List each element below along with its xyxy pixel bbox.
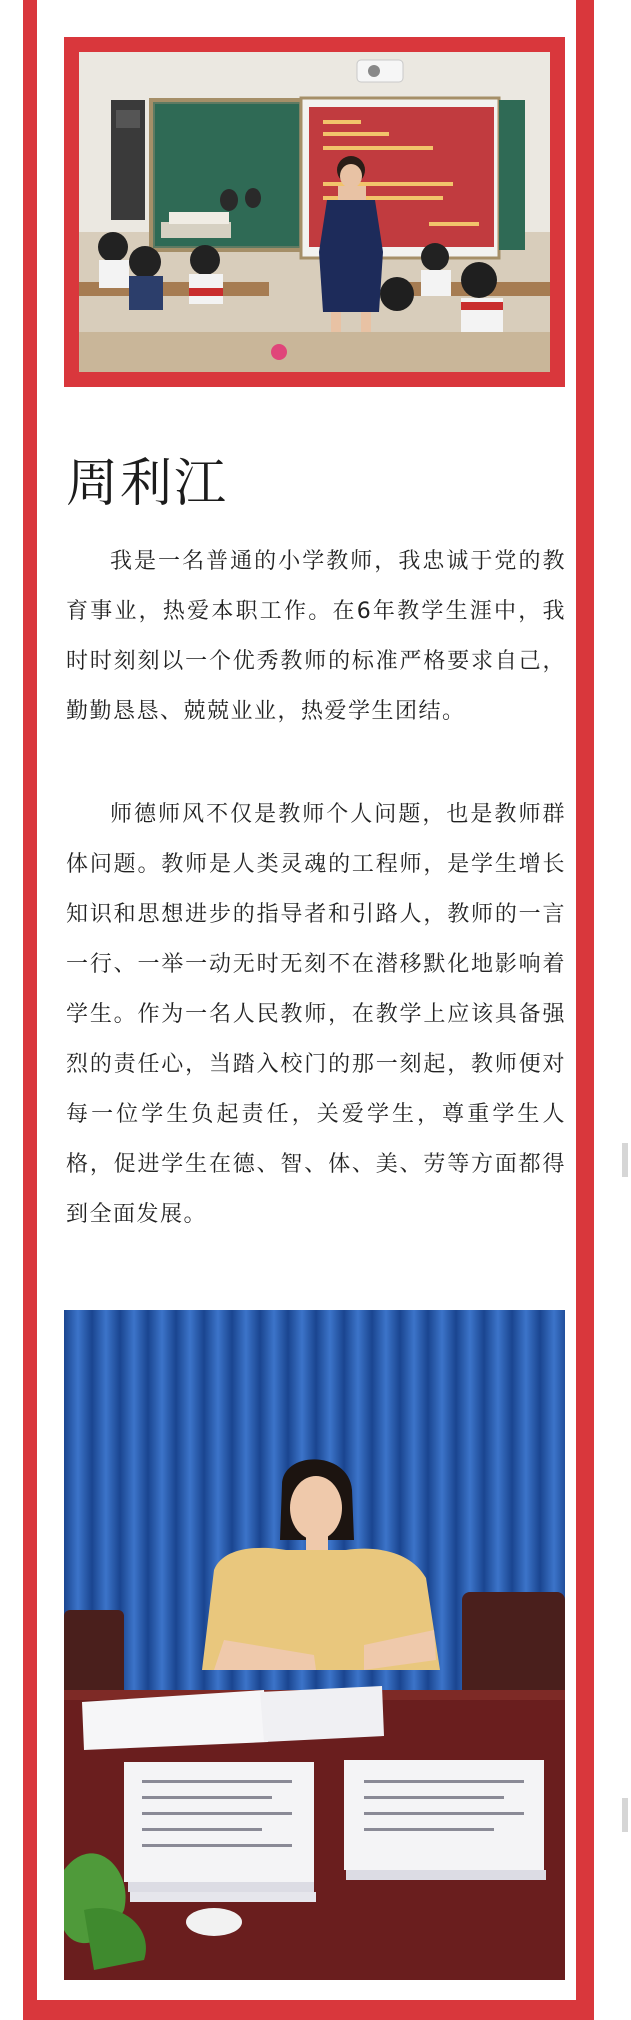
scroll-indicator[interactable]	[622, 1143, 628, 1177]
scroll-indicator[interactable]	[622, 1798, 628, 1832]
classroom-scene	[79, 52, 550, 372]
grading-photo	[64, 1310, 565, 1980]
classroom-photo	[64, 37, 565, 387]
teacher-name-title: 周利江	[66, 454, 229, 514]
grading-illustration	[64, 1310, 565, 1980]
ethics-paragraph: 师德师风不仅是教师个人问题，也是教师群体问题。教师是人类灵魂的工程师，是学生增长知识和思想进步的指导者和引路人，教师的一言一行、一举一动无时无刻不在潜移默化地影响着学生。作为一名人民教师，在教学上应该具备强烈的责任心，当踏入校门的那一刻起，教师便对每一位学生负起责任，关爱学生，尊重学生人格，促进学生在德、智、体、美、劳等方面都得到全面发展。	[66, 802, 566, 1227]
classroom-illustration	[79, 52, 550, 372]
intro-paragraph: 我是一名普通的小学教师，我忠诚于党的教育事业，热爱本职工作。在6年教学生涯中，我时时刻刻以一个优秀教师的标准严格要求自己，勤勤恳恳、兢兢业业，热爱学生团结。	[66, 549, 566, 724]
